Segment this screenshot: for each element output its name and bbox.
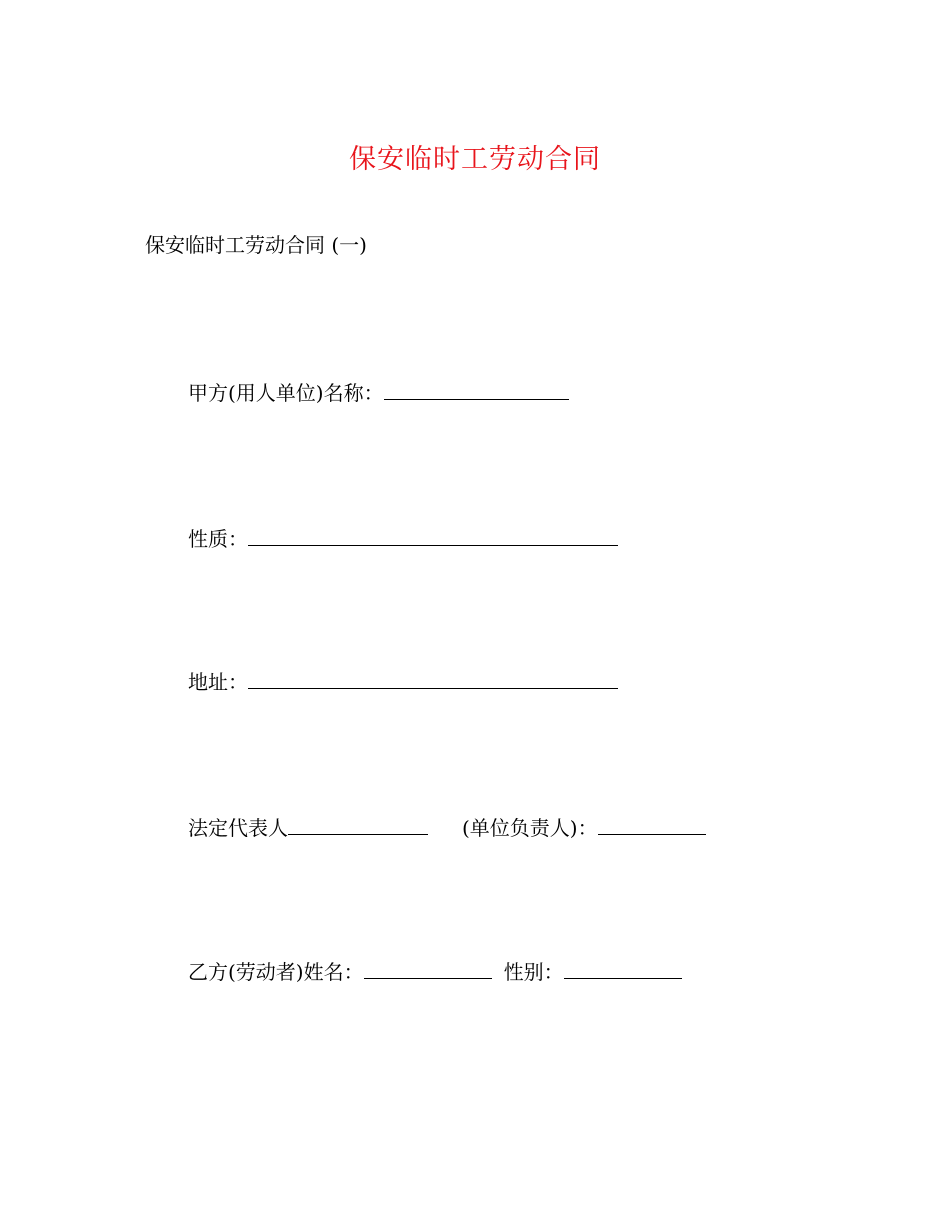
document-subtitle: 保安临时工劳动合同 (一) (145, 233, 367, 257)
party-b-name-label: 乙方(劳动者)姓名： (188, 960, 364, 984)
unit-leader-blank (598, 812, 706, 835)
nature-blank (248, 523, 618, 546)
legal-rep-line (188, 812, 706, 843)
party-a-name-blank (384, 377, 569, 400)
legal-rep-blank (288, 812, 428, 835)
party-b-name-blank (364, 956, 492, 979)
unit-leader-label: (单位负责人)： (462, 816, 598, 840)
nature-line (188, 523, 618, 554)
nature-label: 性质： (188, 527, 248, 551)
address-line (188, 666, 618, 697)
legal-rep-label: 法定代表人 (188, 816, 288, 840)
party-b-line (188, 956, 682, 987)
gender-blank (564, 956, 682, 979)
document-title: 保安临时工劳动合同 (349, 144, 601, 175)
gender-label: 性别： (503, 960, 564, 984)
party-a-name-label: 甲方(用人单位)名称： (188, 381, 384, 405)
address-label: 地址： (188, 670, 248, 694)
party-a-name-line (188, 377, 569, 408)
address-blank (248, 666, 618, 689)
